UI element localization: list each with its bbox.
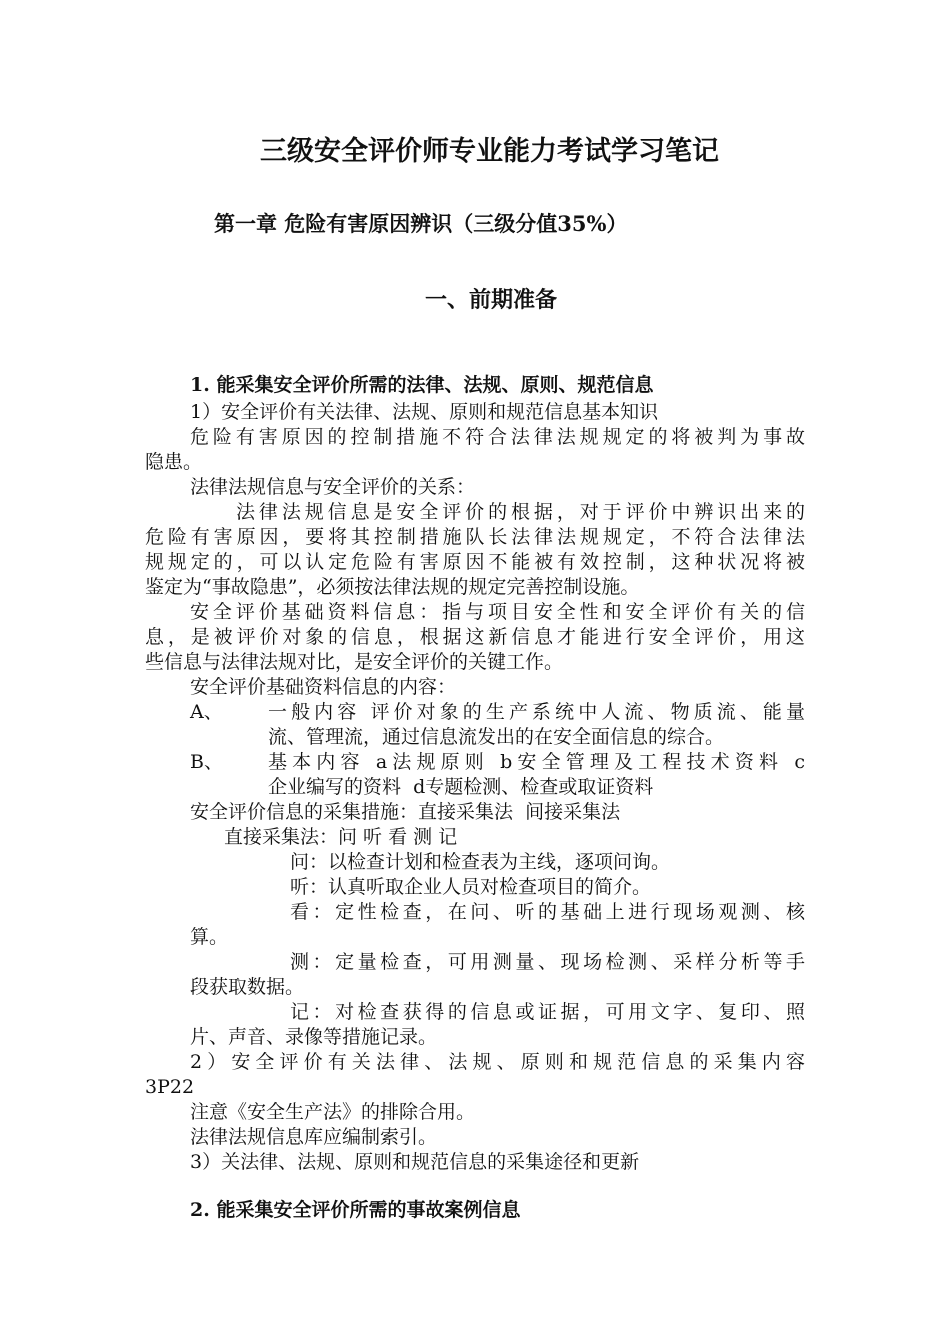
list-item-text: 基本内容 a法规原则 b安全管理及工程技术资料 c	[268, 751, 805, 773]
paragraph-line: 危险有害原因，要将其控制措施队长法律法规规定，不符合法律法	[145, 526, 805, 548]
subheading-2: 3P22	[145, 1076, 195, 1098]
method-measure: 测：定量检查，可用测量、现场检测、采样分析等手	[290, 951, 805, 973]
paragraph-line: 息，是被评价对象的信息，根据这新信息才能进行安全评价，用这	[145, 626, 805, 648]
method-look: 看：定性检查，在问、听的基础上进行现场观测、核	[290, 901, 805, 923]
paragraph-line: 隐患。	[145, 451, 203, 473]
document-title: 三级安全评价师专业能力考试学习笔记	[260, 136, 719, 167]
heading-2: 2. 能采集安全评价所需的事故案例信息	[190, 1199, 521, 1221]
method-record: 记：对检查获得的信息或证据，可用文字、复印、照	[290, 1001, 805, 1023]
chapter-heading: 第一章 危险有害原因辨识（三级分值35%）	[214, 211, 628, 236]
list-item-text: 流、管理流，通过信息流发出的在安全面信息的综合。	[268, 726, 725, 748]
paragraph-line: 危险有害原因的控制措施不符合法律法规规定的将被判为事故	[190, 426, 805, 448]
method-look: 算。	[190, 926, 229, 948]
paragraph-line: 些信息与法律法规对比，是安全评价的关键工作。	[145, 651, 564, 673]
paragraph-line: 规规定的，可以认定危险有害原因不能被有效控制，这种状况将被	[145, 551, 805, 573]
paragraph-line: 法律法规信息是安全评价的根据，对于评价中辨识出来的	[236, 501, 805, 523]
paragraph-line: 法律法规信息与安全评价的关系：	[190, 476, 476, 498]
subheading-2: 2）安全评价有关法律、法规、原则和规范信息的采集内容	[190, 1051, 805, 1073]
paragraph-line: 安全评价基础资料信息的内容：	[190, 676, 457, 698]
paragraph-line: 直接采集法：问 听 看 测 记	[224, 826, 458, 848]
paragraph-line: 安全评价基础资料信息：指与项目安全性和安全评价有关的信	[190, 601, 805, 623]
method-ask: 问：以检查计划和检查表为主线，逐项问询。	[290, 851, 671, 873]
heading-1: 1. 能采集安全评价所需的法律、法规、原则、规范信息	[190, 374, 654, 396]
method-listen: 听：认真听取企业人员对检查项目的简介。	[290, 876, 652, 898]
section-heading: 一、前期准备	[425, 287, 558, 313]
method-measure: 段获取数据。	[190, 976, 305, 998]
list-item-text: 企业编写的资料 d专题检测、检查或取证资料	[268, 776, 654, 798]
paragraph-line: 安全评价信息的采集措施：直接采集法 间接采集法	[190, 801, 621, 823]
subheading-3: 3）关法律、法规、原则和规范信息的采集途径和更新	[190, 1151, 640, 1173]
method-record: 片、声音、录像等措施记录。	[190, 1026, 438, 1048]
subheading-1: 1）安全评价有关法律、法规、原则和规范信息基本知识	[190, 401, 659, 423]
paragraph-line: 鉴定为“事故隐患”，必须按法律法规的规定完善控制设施。	[145, 576, 640, 598]
paragraph-line: 注意《安全生产法》的排除合用。	[190, 1101, 476, 1123]
list-item-label: B、	[190, 751, 223, 773]
paragraph-line: 法律法规信息库应编制索引。	[190, 1126, 438, 1148]
list-item-text: 一般内容 评价对象的生产系统中人流、物质流、能量	[268, 701, 805, 723]
list-item-label: A、	[190, 701, 223, 723]
